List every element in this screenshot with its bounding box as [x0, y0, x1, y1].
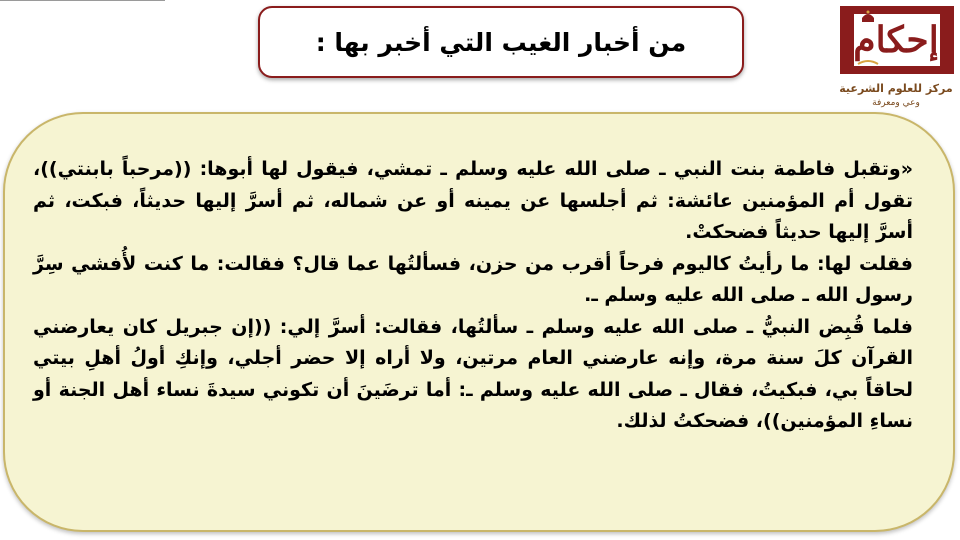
paragraph-1: «وتقبل فاطمة بنت النبي ـ صلى الله عليه وسلم ـ تمشي، فيقول لها أبوها: ((مرحباً بابنتي))، تقول أم المؤمنين عائشة: ثم أجلسها عن يمينه أو عن شماله، ثم أسرَّ إليها حديثاً، فبكت، ثم أسرَّ إليها حديثاً فضحكتْ. [33, 158, 913, 243]
hadith-text [33, 154, 913, 438]
page-title: من أخبار الغيب التي أخبر بها : [315, 27, 687, 57]
content-panel [3, 112, 955, 532]
logo [834, 2, 958, 112]
paragraph-2: فقلت لها: ما رأيتُ كاليوم فرحاً أقرب من حزن، فسألتُها عما قال؟ فقالت: ما كنت لأُفشي سِرَّ رسول الله ـ صلى الله عليه وسلم ـ. [33, 252, 913, 306]
title-box [258, 6, 744, 78]
paragraph-3: فلما قُبِض النبيُّ ـ صلى الله عليه وسلم ـ سألتُها، فقالت: أسرَّ إلي: ((إن جبريل كان يعارضني القرآن كلَ سنة مرة، وإنه عارضني العام مرتين، ولا أراه إلا حضر أجلي، وإنكِ أولُ أهلِ بيتي لحاقاً بي، فبكيتُ، فقال ـ صلى الله عليه وسلم ـ: أما ترضَينَ أن تكوني سيدةَ نساء أهل الجنة أو نساءِ المؤمنين))، فضحكتُ لذلك. [33, 315, 913, 432]
logo-tagline: مركز للعلوم الشرعية [839, 82, 953, 95]
logo-name: إحكام [853, 19, 939, 61]
logo-subtagline: وعي ومعرفة [872, 98, 920, 108]
top-divider [0, 0, 165, 1]
